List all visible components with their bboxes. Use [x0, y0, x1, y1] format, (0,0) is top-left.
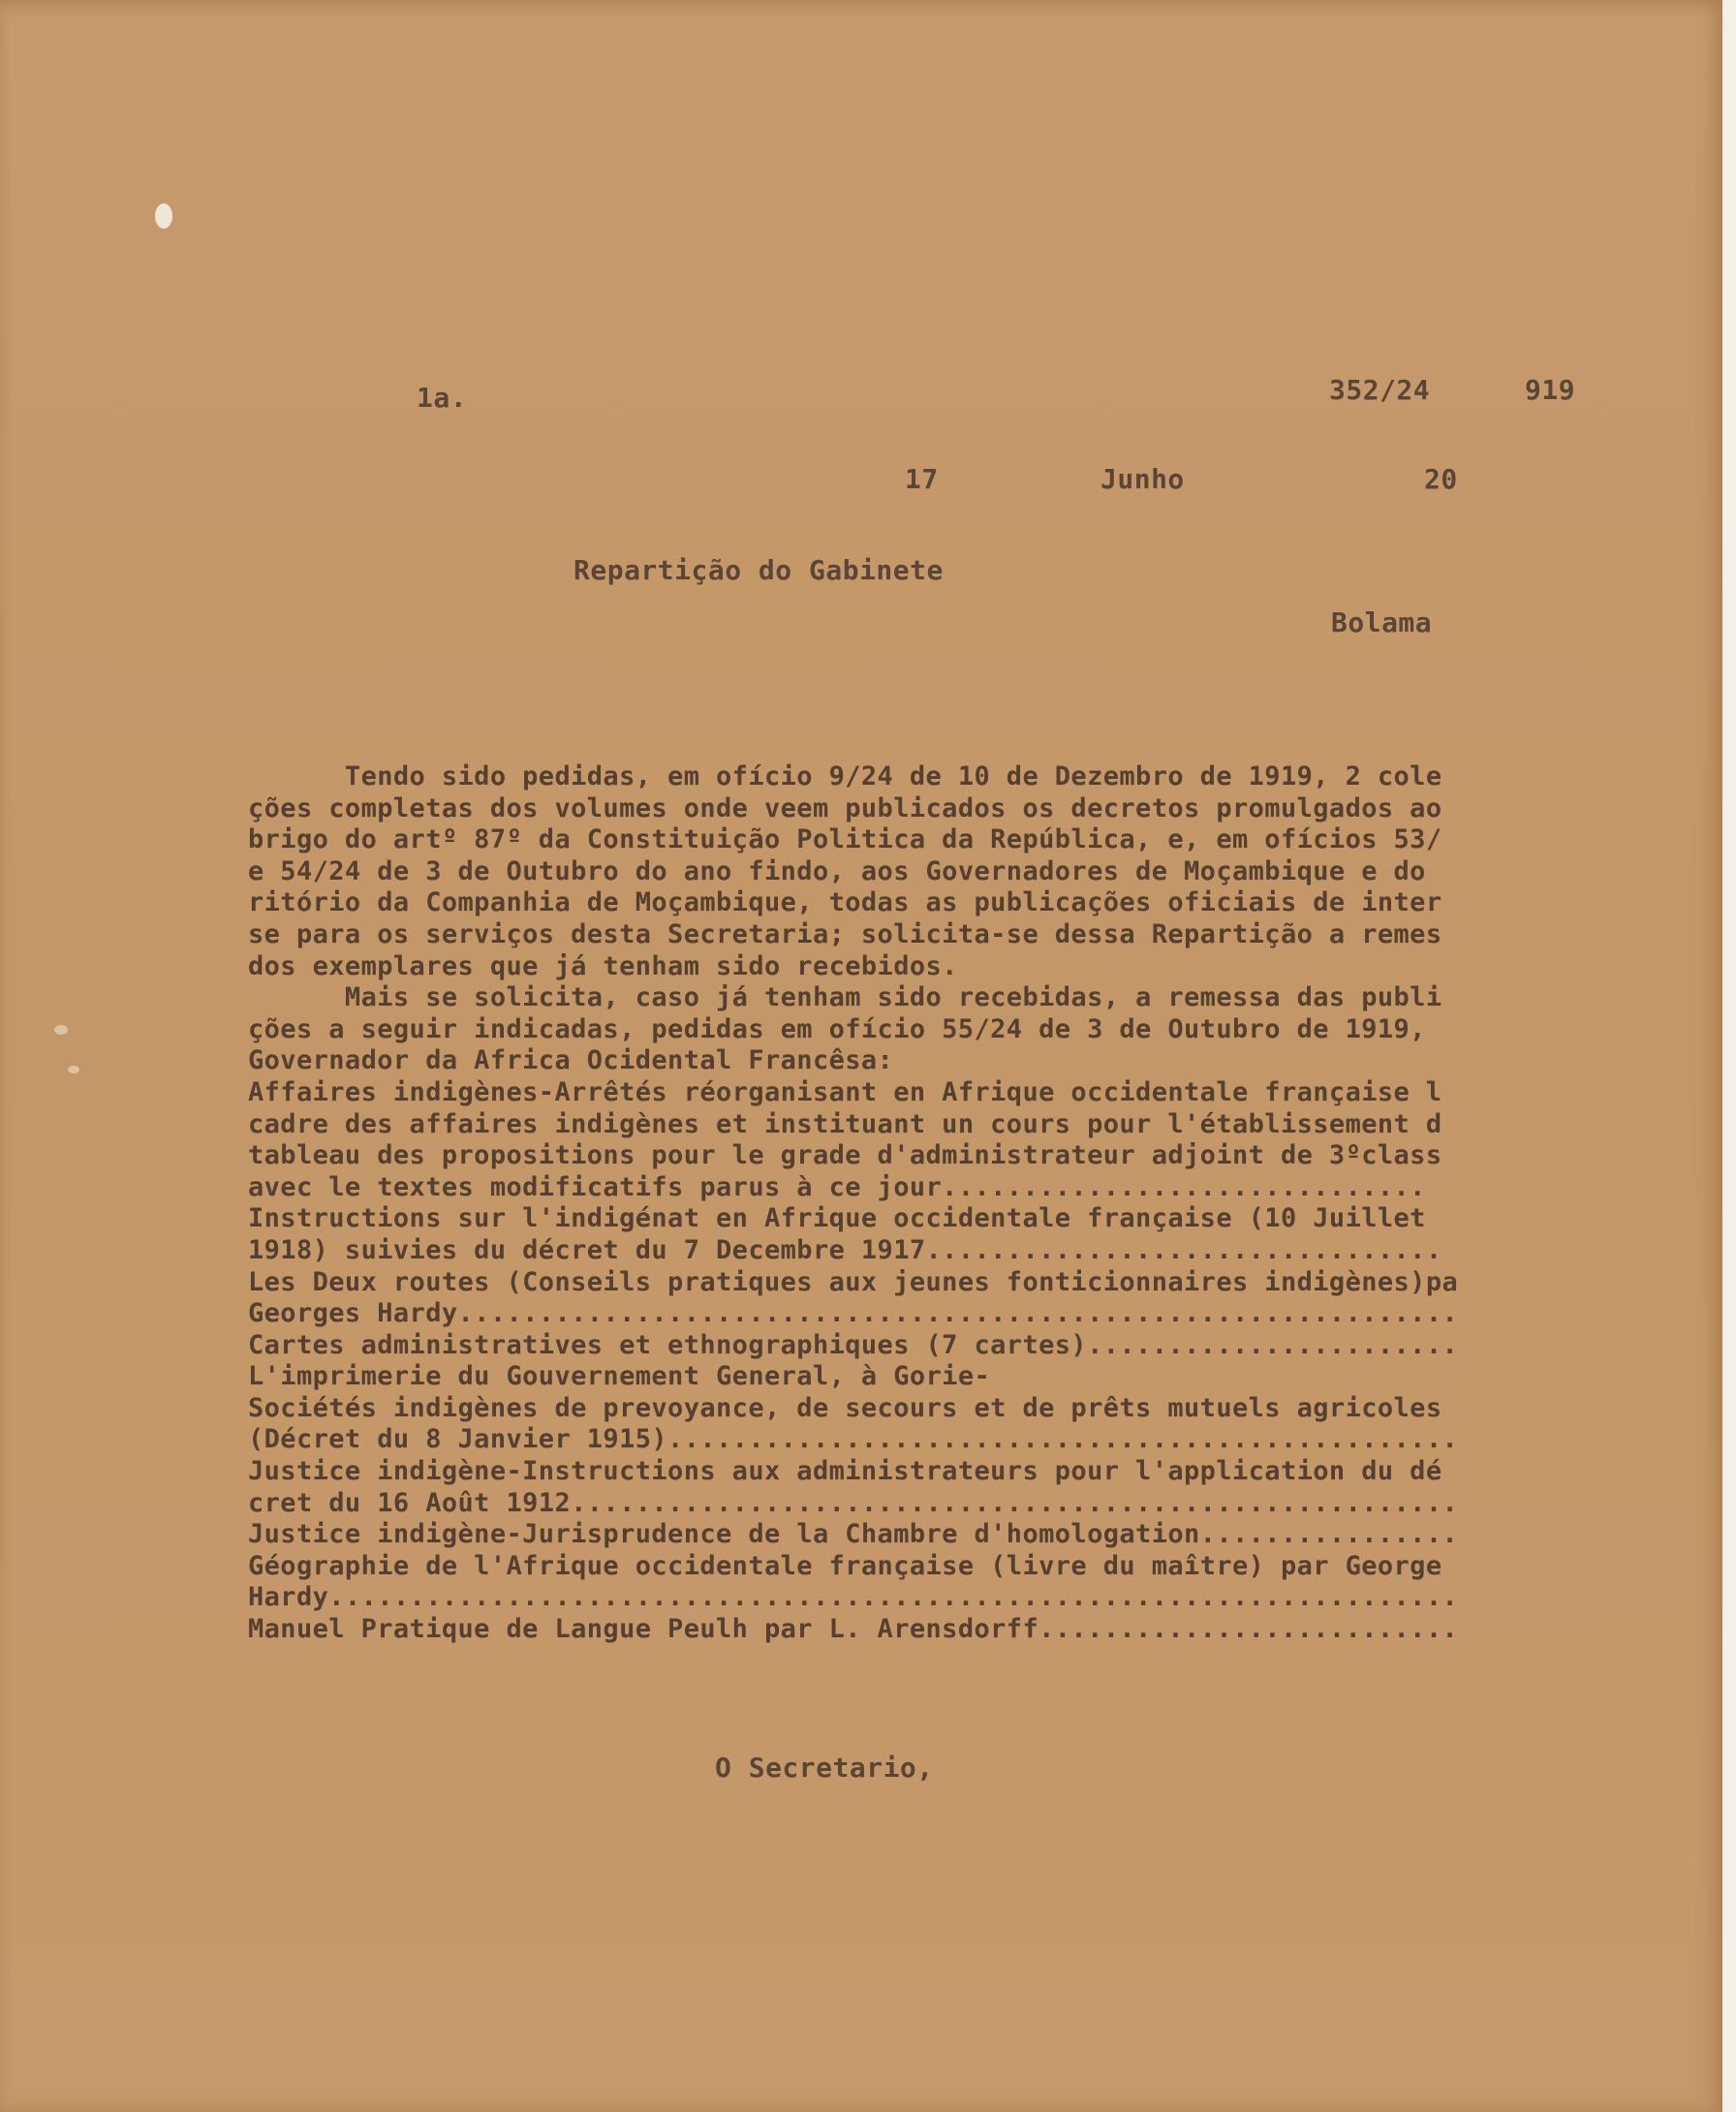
body-line: ritório da Companhia de Moçambique, todas as publicações oficiais de inter: [248, 887, 1442, 918]
body-line: Mais se solicita, caso já tenham sido recebidas, a remessa das publi: [248, 982, 1442, 1013]
department-name: Repartição do Gabinete: [574, 554, 944, 586]
body-line: Géographie de l'Afrique occidentale française (livre du maître) par George: [248, 1550, 1442, 1581]
year-reference: 919: [1525, 374, 1576, 406]
body-line: Affaires indigènes-Arrêtés réorganisant en Afrique occidentale française l: [248, 1076, 1442, 1107]
letter-body: [248, 761, 1682, 1646]
body-line: avec le textes modificatifs parus à ce jour..............................: [248, 1171, 1426, 1202]
body-line: Governador da Africa Ocidental Francêsa:: [248, 1045, 894, 1076]
body-line: Sociétés indigènes de prevoyance, de secours et de prêts mutuels agricoles: [248, 1392, 1442, 1423]
body-line: cret du 16 Août 1912.......................................................: [248, 1487, 1459, 1518]
body-line: Justice indigène-Instructions aux administrateurs pour l'application du dé: [248, 1456, 1442, 1487]
body-line: Tendo sido pedidas, em ofício 9/24 de 10 de Dezembro de 1919, 2 cole: [248, 761, 1442, 792]
body-line: cadre des affaires indigènes et instituant un cours pour l'établissement d: [248, 1108, 1442, 1139]
date-month: Junho: [1100, 463, 1185, 495]
body-line: Manuel Pratique de Langue Peulh par L. Arensdorff..........................: [248, 1614, 1459, 1645]
body-line: Instructions sur l'indigénat en Afrique occidentale française (10 Juillet: [248, 1203, 1426, 1234]
reference-number: 352/24: [1329, 374, 1431, 406]
signature-title: O Secretario,: [715, 1752, 934, 1784]
body-line: 1918) suivies du décret du 7 Decembre 1917................................: [248, 1234, 1442, 1265]
page-edge: [1722, 0, 1736, 2112]
body-line: e 54/24 de 3 de Outubro do ano findo, aos Governadores de Moçambique e do: [248, 855, 1426, 886]
body-line: Justice indigène-Jurisprudence de la Chambre d'homologation................: [248, 1519, 1459, 1550]
via-number: 1a.: [417, 382, 468, 414]
place-name: Bolama: [1331, 606, 1433, 638]
paper-stain: [54, 1025, 68, 1035]
body-line: dos exemplares que já tenham sido recebidos.: [248, 950, 958, 981]
body-line: Georges Hardy..............................................................: [248, 1298, 1459, 1329]
body-line: L'imprimerie du Gouvernement General, à Gorie-: [248, 1361, 991, 1392]
paper-damage-mark: [155, 203, 172, 229]
body-line: se para os serviços desta Secretaria; solicita-se dessa Repartição a remes: [248, 918, 1442, 949]
body-line: (Décret du 8 Janvier 1915).................................................: [248, 1424, 1459, 1455]
body-line: Les Deux routes (Conseils pratiques aux jeunes fonticionnaires indigènes)pa: [248, 1266, 1459, 1297]
body-line: ções a seguir indicadas, pedidas em ofício 55/24 de 3 de Outubro de 1919,: [248, 1013, 1426, 1044]
body-line: brigo do artº 87º da Constituição Politica da República, e, em ofícios 53/: [248, 824, 1442, 855]
paper-stain: [68, 1066, 79, 1073]
body-line: Hardy......................................................................: [248, 1582, 1459, 1613]
body-line: Cartes administratives et ethnographiques (7 cartes).......................: [248, 1329, 1459, 1360]
date-day: 17: [905, 463, 939, 495]
date-year: 20: [1424, 463, 1458, 495]
body-line: tableau des propositions pour le grade d'administrateur adjoint de 3ºclass: [248, 1140, 1442, 1171]
body-line: ções completas dos volumes onde veem publicados os decretos promulgados ao: [248, 792, 1442, 823]
